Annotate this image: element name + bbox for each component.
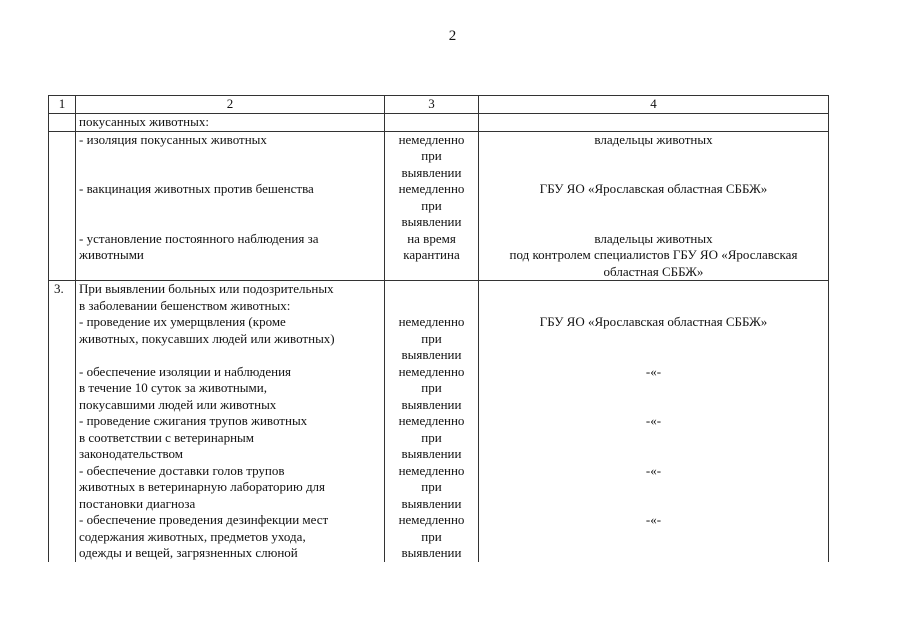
term-line: при: [421, 528, 442, 544]
table-header-row: [49, 96, 829, 114]
term-line: на время: [407, 230, 456, 246]
term-line: при: [421, 429, 442, 445]
responsible-line: ГБУ ЯО «Ярославская областная СББЖ»: [539, 314, 768, 329]
term-line: немедленно: [398, 413, 465, 428]
responsible-line: владельцы животных: [594, 131, 713, 147]
action-line: одежды и вещей, загрязненных слюной: [79, 545, 298, 560]
term-line: немедленно: [398, 462, 465, 478]
responsible-line: владельцы животных: [594, 230, 713, 246]
responsible-line: областная СББЖ»: [603, 263, 704, 279]
responsible-line: под контролем специалистов ГБУ ЯО «Ярославская: [509, 247, 798, 262]
section-3-number: 3.: [49, 281, 76, 562]
action-line: - обеспечение проведения дезинфекции мест: [79, 512, 329, 527]
term-line: немедленно: [398, 363, 465, 379]
action-line: содержания животных, предметов ухода,: [79, 528, 306, 544]
action-line: - проведение сжигания трупов животных: [79, 413, 308, 428]
term-line: выявлении: [401, 396, 462, 412]
continuation-text: покусанных животных:: [79, 114, 209, 129]
action-line: покусавшими людей или животных: [79, 396, 277, 412]
term-line: выявлении: [401, 347, 462, 362]
term-line: карантина: [403, 247, 460, 262]
header-col-3: 3: [385, 96, 479, 114]
measures-table: [48, 95, 829, 562]
page-number: 2: [448, 28, 457, 44]
header-col-2: 2: [76, 96, 385, 114]
table-row-continuation: [49, 114, 829, 132]
action-line: животными: [79, 247, 144, 262]
section-top-actions: [76, 131, 385, 281]
term-line: при: [421, 479, 442, 494]
term-line: выявлении: [401, 545, 462, 560]
action-line: - обеспечение изоляции и наблюдения: [79, 363, 292, 379]
section-top-responsible: [479, 131, 829, 281]
term-line: выявлении: [401, 164, 462, 180]
term-line: выявлении: [401, 214, 462, 229]
header-col-4: 4: [479, 96, 829, 114]
term-line: немедленно: [398, 512, 465, 527]
intro-line: в заболевании бешенством животных:: [79, 297, 291, 313]
term-line: немедленно: [398, 314, 465, 329]
action-line: - установление постоянного наблюдения за: [79, 230, 319, 246]
action-line: постановки диагноза: [79, 495, 196, 511]
responsible-line: ГБУ ЯО «Ярославская областная СББЖ»: [539, 181, 768, 196]
action-line: - изоляция покусанных животных: [79, 131, 267, 147]
table-row-section-3: [49, 281, 829, 562]
term-line: выявлении: [401, 495, 462, 511]
section-3-terms: [385, 281, 479, 562]
section-3-actions: [76, 281, 385, 562]
action-line: в соответствии с ветеринарным: [79, 429, 254, 445]
action-line: - проведение их умерщвления (кроме: [79, 314, 286, 329]
header-col-1: 1: [49, 96, 76, 114]
term-line: при: [421, 148, 442, 163]
action-line: животных, покусавших людей или животных): [79, 330, 335, 346]
action-line: животных в ветеринарную лабораторию для: [79, 479, 326, 494]
term-line: немедленно: [398, 181, 465, 196]
action-line: законодательством: [79, 446, 184, 461]
responsible-line: -«-: [645, 413, 662, 428]
term-line: выявлении: [401, 446, 462, 461]
responsible-line: -«-: [645, 512, 662, 527]
action-line: - обеспечение доставки голов трупов: [79, 462, 285, 478]
responsible-line: -«-: [645, 462, 662, 478]
section-3-responsible: [479, 281, 829, 562]
term-line: при: [421, 197, 442, 213]
action-line: - вакцинация животных против бешенства: [79, 181, 314, 196]
table-row-section-top: [49, 131, 829, 281]
term-line: при: [421, 380, 442, 395]
action-line: в течение 10 суток за животными,: [79, 380, 267, 395]
term-line: при: [421, 330, 442, 346]
term-line: немедленно: [398, 131, 465, 147]
intro-line: При выявлении больных или подозрительных: [79, 281, 334, 296]
responsible-line: -«-: [645, 363, 662, 379]
section-top-terms: [385, 131, 479, 281]
